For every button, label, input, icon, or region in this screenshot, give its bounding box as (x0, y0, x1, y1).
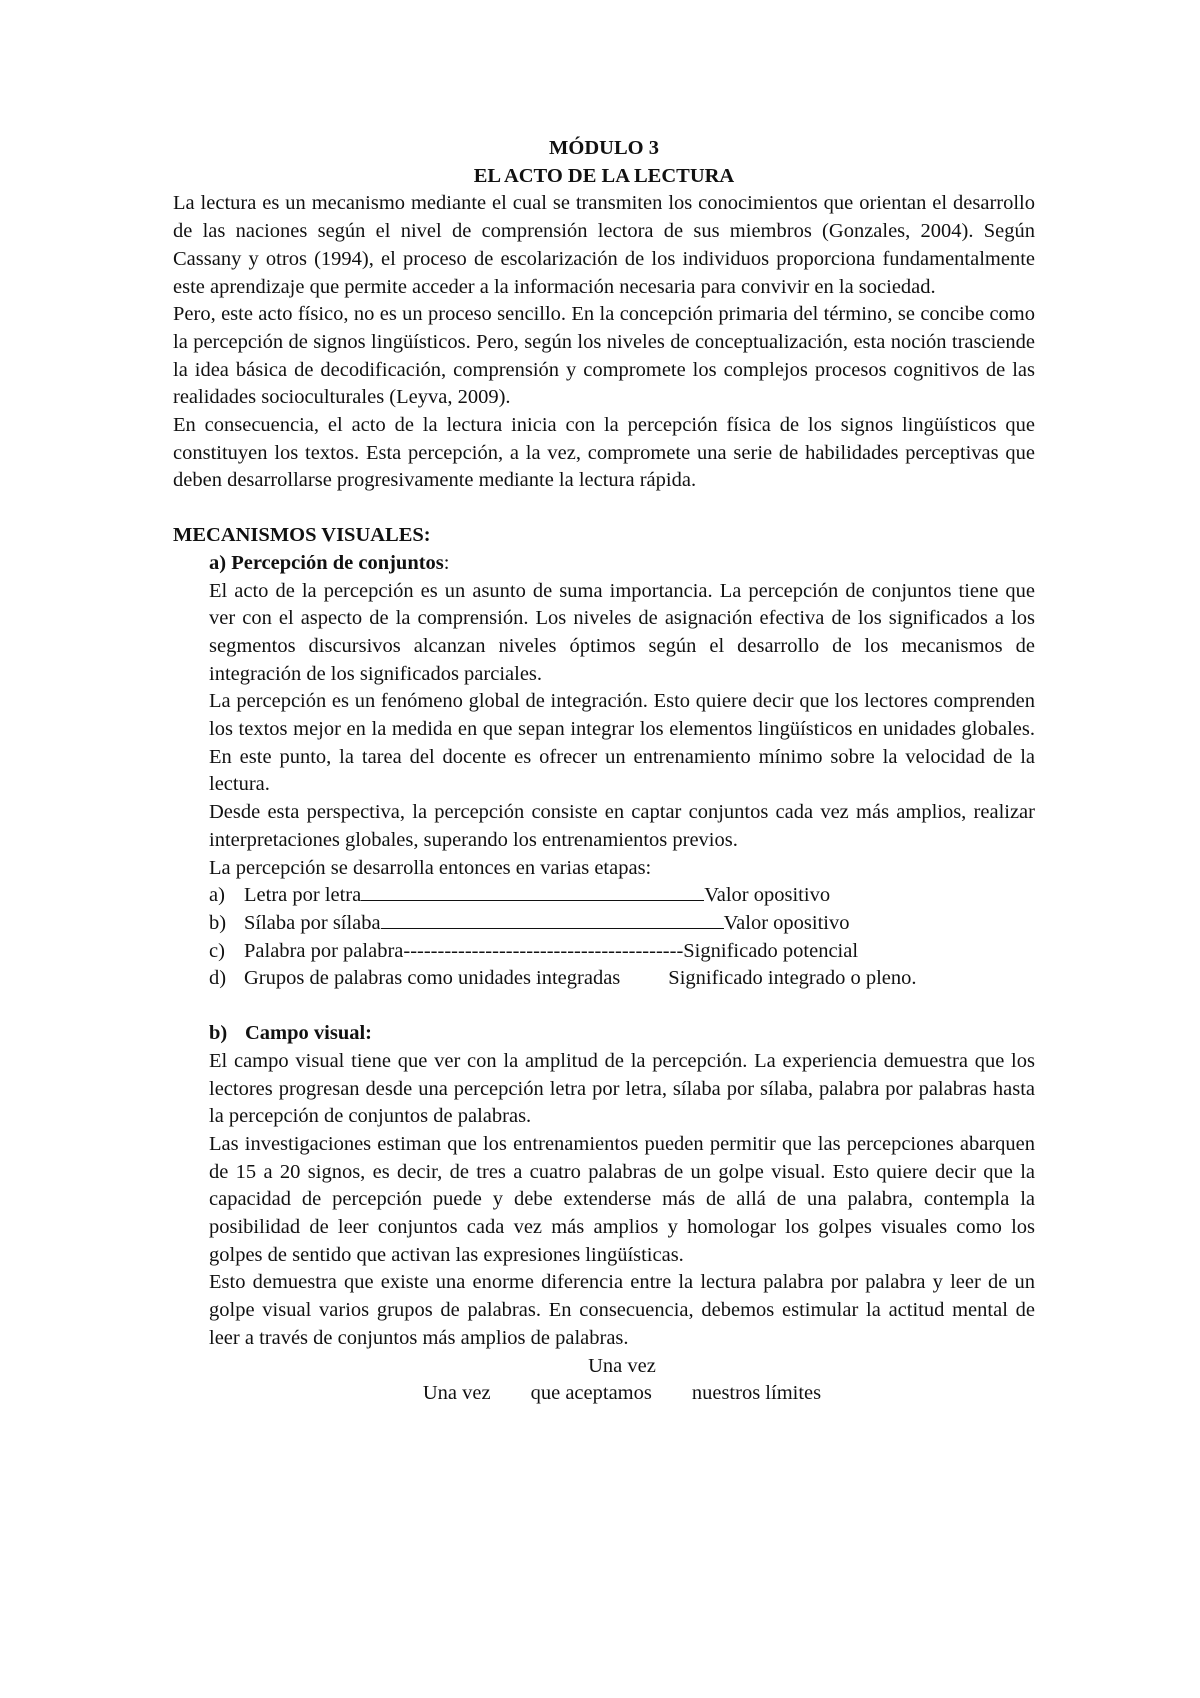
document-body (173, 135, 1035, 1408)
level-stage: Sílaba por sílaba (244, 911, 381, 934)
subsection-a (209, 550, 1035, 993)
level-letter: b) (209, 911, 227, 934)
intro-paragraph-1: La lectura es un mecanismo mediante el cual se transmiten los conocimientos que orientan el desarrollo de las naciones según el nivel de comprensión lectora de sus miembros (Gonzales, 2004). Según Cassany y otros (1994), el proceso de escolarización de los individuos proporciona fundamentalmente este aprendizaje que permite acceder a la información necesaria para convivir en la sociedad. (173, 192, 1035, 298)
subsection-b (209, 1048, 1035, 1408)
example-chunk: que aceptamos (530, 1382, 652, 1405)
level-value: Valor opositivo (723, 911, 850, 934)
subsection-a-colon: : (443, 551, 450, 574)
example-line-1: Una vez (588, 1354, 656, 1377)
level-item (209, 938, 1035, 966)
section-heading: MECANISMOS VISUALES: (173, 524, 431, 547)
example-chunk: nuestros límites (691, 1382, 822, 1405)
subsection-b-title (209, 1020, 1035, 1048)
subsection-a-paragraph-3: Desde esta perspectiva, la percepción consiste en captar conjuntos cada vez más amplios, realizar interpretaciones globales, superando los entrenamientos previos. (209, 801, 1035, 851)
level-letter: c) (209, 939, 225, 962)
level-value: Significado potencial (683, 939, 859, 962)
level-item (209, 965, 1035, 993)
example-chunk: Una vez (422, 1382, 491, 1405)
subsection-b-paragraph-1: El campo visual tiene que ver con la amplitud de la percepción. La experiencia demuestra que los lectores progresan desde una percepción letra por letra, sílaba por sílaba, palabra por palabras hasta la percepción de conjuntos de palabras. (209, 1049, 1035, 1128)
level-item (209, 910, 1035, 938)
subsection-a-paragraph-4: La percepción se desarrolla entonces en varias etapas: (209, 856, 652, 879)
subsection-a-paragraph-1: El acto de la percepción es un asunto de suma importancia. La percepción de conjuntos tiene que ver con el aspecto de la comprensión. Los niveles de asignación efectiva de los significados a los segmentos discursivos alcanzan niveles óptimos según el desarrollo de los mecanismos de integración de los significados parciales. (209, 579, 1035, 685)
subsection-a-paragraph-2: La percepción es un fenómeno global de integración. Esto quiere decir que los lectores comprenden los textos mejor en la medida en que sepan integrar los elementos lingüísticos en unidades globales. En este punto, la tarea del docente es ofrecer un entrenamiento mínimo sobre la velocidad de la lectura. (209, 690, 1035, 796)
underline-rule (361, 884, 704, 901)
intro-paragraph-3: En consecuencia, el acto de la lectura inicia con la percepción física de los signos lingüísticos que constituyen los textos. Esta percepción, a la vez, compromete una serie de habilidades perceptivas que deben desarrollarse progresivamente mediante la lectura rápida. (173, 414, 1035, 492)
underline-rule (381, 912, 724, 929)
level-letter: a) (209, 884, 225, 907)
level-value: Valor opositivo (704, 884, 831, 907)
subsection-a-title (209, 550, 1035, 578)
level-stage: Grupos de palabras como unidades integradas (244, 967, 621, 990)
subsection-a-label: a) Percepción de conjuntos (209, 551, 444, 574)
level-item (209, 882, 1035, 910)
spacer (173, 993, 1035, 1020)
document-title: EL ACTO DE LA LECTURA (473, 164, 735, 187)
level-letter: d) (209, 967, 227, 990)
level-stage: Palabra por palabra (244, 939, 404, 962)
intro-paragraph-2: Pero, este acto físico, no es un proceso sencillo. En la concepción primaria del término, se concibe como la percepción de signos lingüísticos. Pero, según los niveles de conceptualización, esta noción trasciende la idea básica de decodificación, comprensión y compromete los complejos procesos cognitivos de las realidades socioculturales (Leyva, 2009). (173, 303, 1035, 409)
dash-rule: ----------------------------------------- (403, 939, 684, 962)
module-number: MÓDULO 3 (549, 137, 659, 159)
subsection-b-letter: b) (209, 1022, 228, 1045)
level-stage: Letra por letra (244, 884, 362, 907)
example-line-2 (209, 1380, 1035, 1408)
subsection-b-paragraph-3: Esto demuestra que existe una enorme diferencia entre la lectura palabra por palabra y leer de un golpe visual varios grupos de palabras. En consecuencia, debemos estimular la actitud mental de leer a través de conjuntos más amplios de palabras. (209, 1271, 1035, 1349)
level-value: Significado integrado o pleno. (668, 967, 917, 990)
subsection-b-label: Campo visual: (245, 1022, 373, 1045)
subsection-b-paragraph-2: Las investigaciones estiman que los entrenamientos pueden permitir que las percepciones abarquen de 15 a 20 signos, es decir, de tres a cuatro palabras de un golpe visual. Esto quiere decir que la capacidad de percepción puede y debe extenderse más de allá de una palabra, contempla la posibilidad de leer conjuntos cada vez más amplios y homologar los golpes visuales como los golpes de sentido que activan las expresiones lingüísticas. (209, 1132, 1035, 1266)
